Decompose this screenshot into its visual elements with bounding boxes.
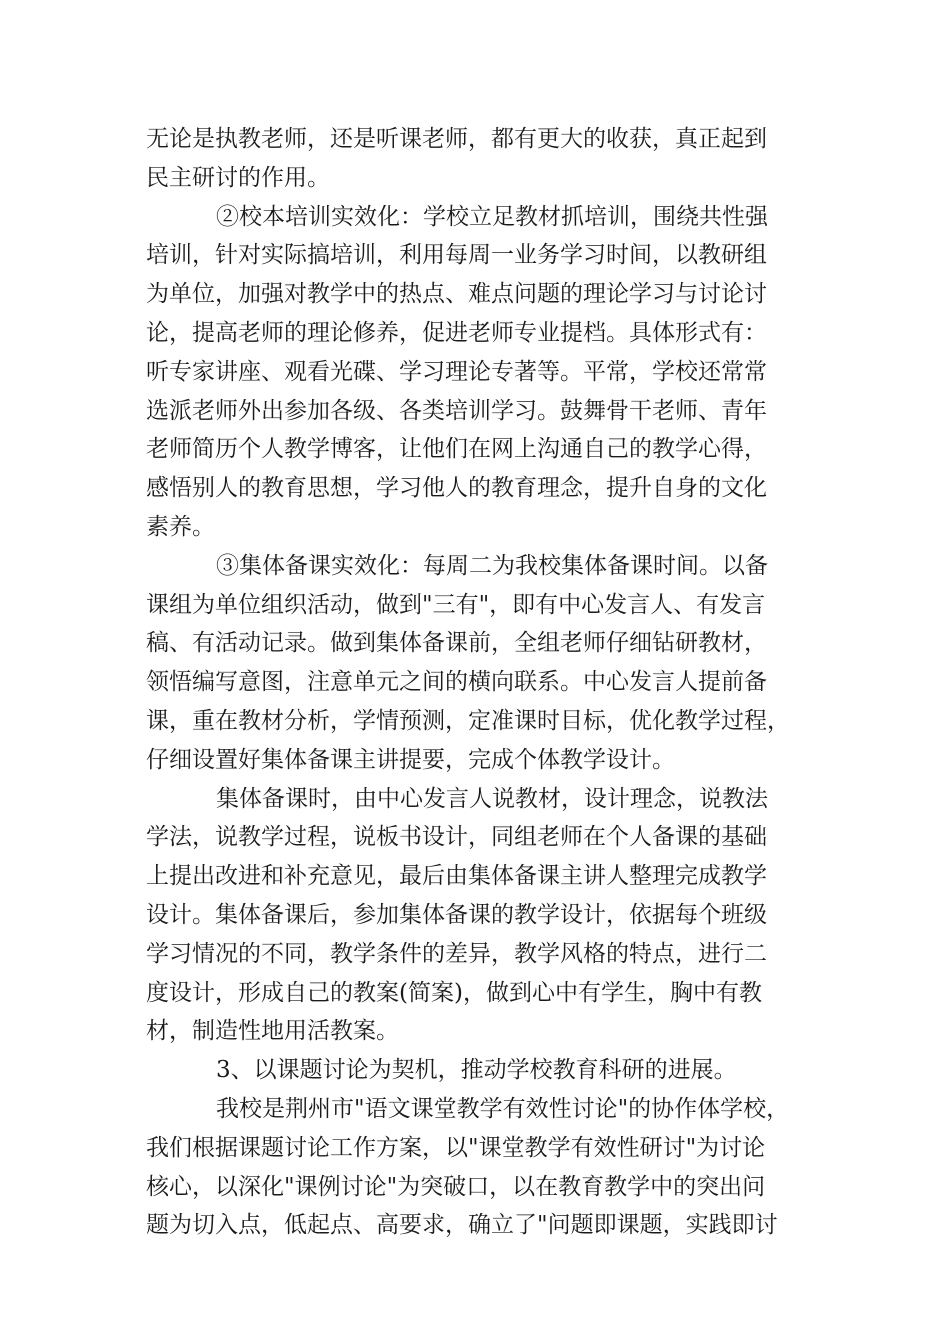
text-line: 无论是执教老师，还是听课老师，都有更大的收获，真正起到 — [146, 126, 767, 152]
text-line: 民主研讨的作用。 — [146, 164, 330, 191]
text-line: 听专家讲座、观看光碟、学习理论专著等。平常，学校还常常 — [146, 358, 767, 385]
text-line: 为单位，加强对教学中的热点、难点问题的理论学习与讨论讨 — [146, 281, 767, 308]
text-line: 选派老师外出参加各级、各类培训学习。鼓舞骨干老师、青年 — [146, 397, 767, 424]
text-line: 设计。集体备课后，参加集体备课的教学设计，依据每个班级 — [146, 901, 767, 928]
document-body — [146, 120, 806, 1245]
text-line: 素养。 — [146, 513, 215, 540]
text-line: 培训，针对实际搞培训，利用每周一业务学习时间，以教研组 — [146, 242, 767, 269]
text-line: 老师简历个人教学博客，让他们在网上沟通自己的教学心得， — [146, 436, 767, 463]
text-line: 感悟别人的教育思想，学习他人的教育理念，提升自身的文化 — [146, 475, 767, 502]
text-line: 题为切入点，低起点、高要求，确立了"问题即课题，实践即讨 — [146, 1212, 778, 1239]
text-line: 上提出改进和补充意见，最后由集体备课主讲人整理完成教学 — [146, 863, 767, 890]
text-line: 核心，以深化"课例讨论"为突破口，以在教育教学中的突出问 — [146, 1173, 766, 1200]
text-line: 集体备课时，由中心发言人说教材，设计理念，说教法 — [216, 785, 768, 812]
text-line: 课，重在教材分析，学情预测，定准课时目标，优化教学过程， — [146, 707, 790, 734]
text-line: 度设计，形成自己的教案(简案)，做到心中有学生，胸中有教 — [146, 979, 762, 1006]
text-line: 我校是荆州市"语文课堂教学有效性讨论"的协作体学校， — [216, 1095, 790, 1122]
text-line: 课组为单位组织活动，做到"三有"，即有中心发言人、有发言 — [146, 591, 766, 618]
text-line: 论，提高老师的理论修养，促进老师专业提档。具体形式有： — [146, 319, 767, 346]
text-line: ②校本培训实效化：学校立足教材抓培训，围绕共性强 — [216, 203, 768, 230]
text-line: 我们根据课题讨论工作方案，以"课堂教学有效性研讨"为讨论 — [146, 1134, 766, 1161]
text-line: 3、以课题讨论为契机，推动学校教育科研的进展。 — [216, 1057, 737, 1084]
text-line: 仔细设置好集体备课主讲提要，完成个体教学设计。 — [146, 746, 675, 773]
text-line: 材，制造性地用活教案。 — [146, 1018, 399, 1045]
text-line: 稿、有活动记录。做到集体备课前，全组老师仔细钻研教材， — [146, 630, 767, 657]
text-line: 学习情况的不同，教学条件的差异，教学风格的特点，进行二 — [146, 940, 767, 967]
text-line: 领悟编写意图，注意单元之间的横向联系。中心发言人提前备 — [146, 669, 767, 696]
text-line: ③集体备课实效化：每周二为我校集体备课时间。以备 — [216, 552, 768, 579]
text-line: 学法，说教学过程，说板书设计，同组老师在个人备课的基础 — [146, 824, 767, 851]
